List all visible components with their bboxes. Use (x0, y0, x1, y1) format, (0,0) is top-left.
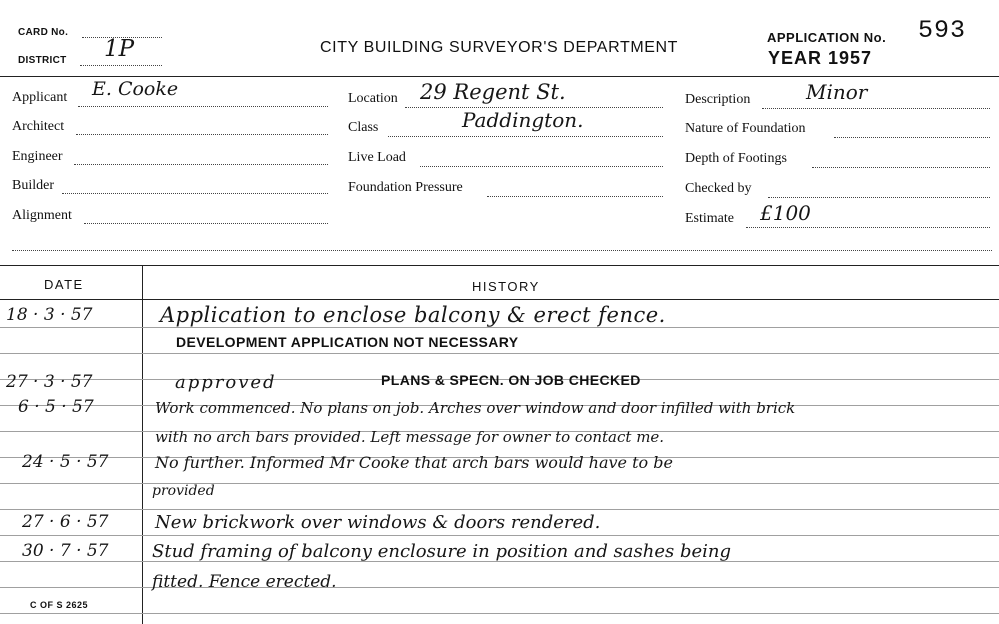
entry-date: 27 · 3 · 57 (6, 372, 93, 392)
entry-date: 6 · 5 · 57 (18, 397, 94, 417)
live-load-line (420, 166, 663, 167)
entry-text: Stud framing of balcony enclosure in position and sashes being (152, 541, 732, 562)
nature-of-foundation-label: Nature of Foundation (685, 121, 806, 136)
applicant-value: E. Cooke (92, 78, 179, 100)
stamp-plans-checked: PLANS & SPECN. ON JOB CHECKED (381, 372, 641, 388)
location-value: 29 Regent St. (420, 80, 566, 104)
alignment-label: Alignment (12, 208, 72, 223)
district-value: 1P (104, 36, 135, 62)
description-label: Description (685, 92, 751, 107)
entry-text: No further. Informed Mr Cooke that arch bars would have to be (155, 453, 673, 472)
card-no-label: CARD No. (18, 27, 69, 38)
entry-date: 18 · 3 · 57 (6, 305, 93, 325)
ruled-line (0, 587, 999, 588)
ruled-line (0, 483, 999, 484)
entry-text: with no arch bars provided. Left message for owner to contact me. (155, 428, 665, 446)
district-line (80, 65, 162, 66)
stamp-development-application: DEVELOPMENT APPLICATION NOT NECESSARY (176, 334, 519, 350)
description-value: Minor (806, 80, 868, 104)
ruled-line (0, 327, 999, 328)
applicant-line (78, 106, 328, 107)
entry-date: 24 · 5 · 57 (22, 452, 109, 472)
entry-text: approved (175, 372, 277, 393)
class-value: Paddington. (462, 108, 584, 132)
district-label: DISTRICT (18, 55, 67, 66)
checked-by-line (768, 197, 990, 198)
form-code: C OF S 2625 (30, 600, 89, 610)
ruled-line (0, 613, 999, 614)
ruled-line (0, 535, 999, 536)
foundation-pressure-line (487, 196, 663, 197)
live-load-label: Live Load (348, 150, 406, 165)
entry-text: Work commenced. No plans on job. Arches over window and door infilled with brick (155, 399, 796, 417)
entry-text: fitted. Fence erected. (152, 572, 337, 592)
alignment-line (84, 223, 328, 224)
nature-of-foundation-line (834, 137, 990, 138)
entry-date: 27 · 6 · 57 (22, 512, 109, 532)
architect-line (76, 134, 328, 135)
table-top-rule (0, 265, 999, 266)
application-number: 593 (918, 16, 967, 45)
date-column-header: DATE (44, 277, 84, 292)
estimate-value: £100 (760, 201, 811, 225)
depth-of-footings-label: Depth of Footings (685, 151, 787, 166)
class-line (388, 136, 663, 137)
builder-label: Builder (12, 178, 54, 193)
engineer-label: Engineer (12, 149, 63, 164)
entry-date: 30 · 7 · 57 (22, 541, 109, 561)
entry-text: New brickwork over windows & doors rendered. (155, 512, 601, 533)
depth-of-footings-line (812, 167, 990, 168)
builder-line (62, 193, 328, 194)
column-divider (142, 265, 143, 624)
history-column-header: HISTORY (472, 279, 540, 294)
entry-text: Application to enclose balcony & erect fence. (160, 303, 666, 327)
extra-line (12, 250, 992, 251)
applicant-label: Applicant (12, 90, 68, 105)
location-label: Location (348, 91, 398, 106)
application-year: YEAR 1957 (768, 48, 873, 68)
checked-by-label: Checked by (685, 181, 752, 196)
estimate-label: Estimate (685, 211, 734, 226)
description-line (762, 108, 990, 109)
architect-label: Architect (12, 119, 65, 134)
header-rule (0, 76, 999, 77)
ruled-line (0, 353, 999, 354)
entry-text: provided (152, 483, 215, 499)
estimate-line (746, 227, 990, 228)
ruled-line (0, 509, 999, 510)
table-header-rule (0, 299, 999, 300)
class-label: Class (348, 120, 379, 135)
application-label: APPLICATION No. (767, 30, 887, 45)
foundation-pressure-label: Foundation Pressure (348, 180, 463, 195)
engineer-line (74, 164, 328, 165)
department-title: CITY BUILDING SURVEYOR'S DEPARTMENT (320, 39, 679, 56)
